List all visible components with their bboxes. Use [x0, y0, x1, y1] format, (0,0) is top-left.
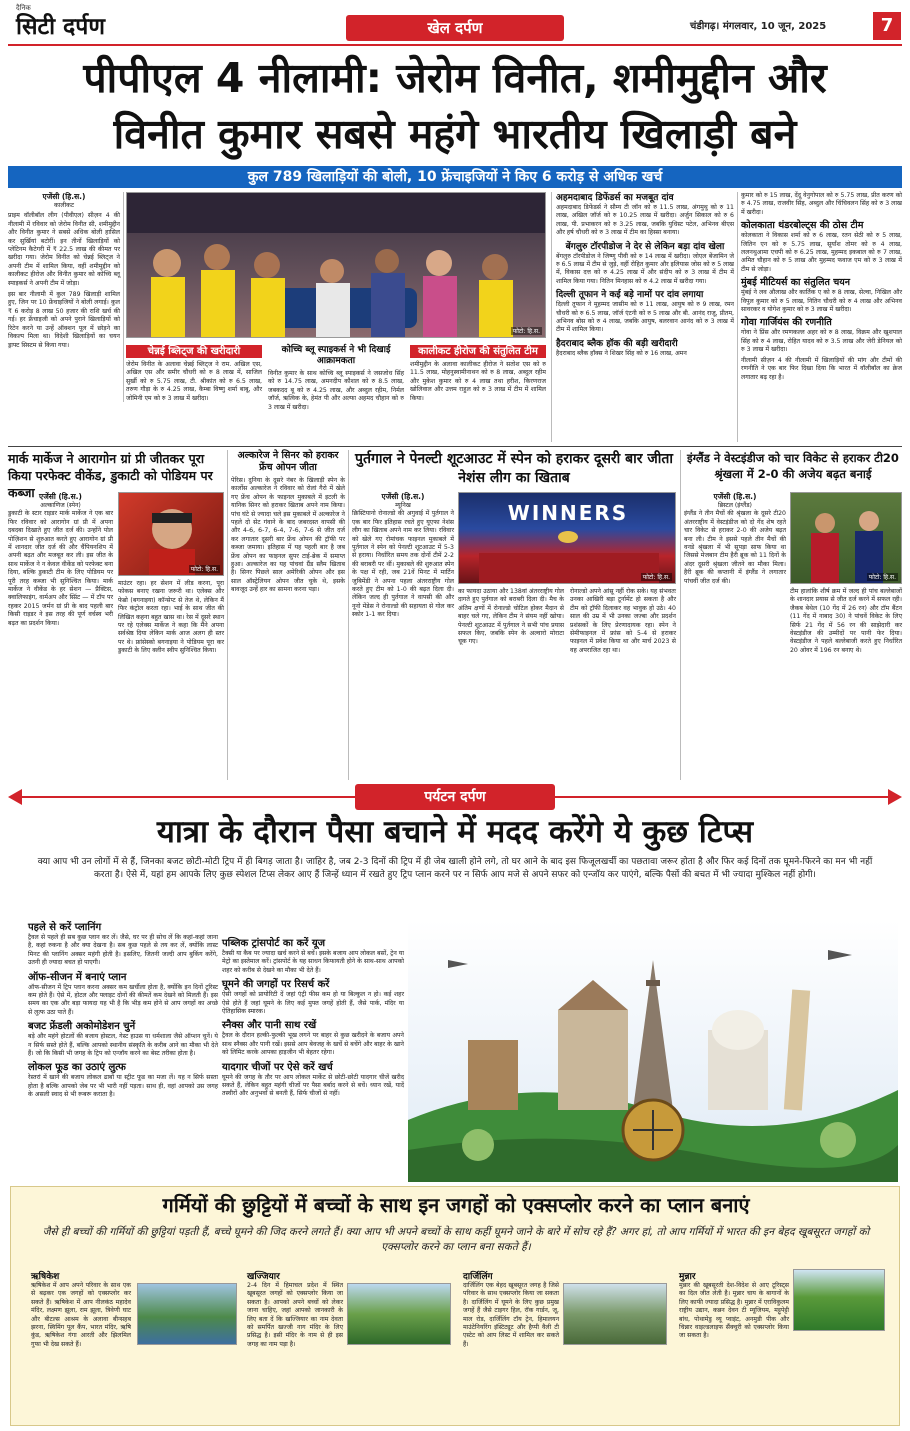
place-body-darjeeling: दार्जिलिंग एक बेहद खूबसूरत जगह है जिसे परिवार के साथ एक्सप्लोर किया जा सकता है। दार्जिलिंग में घूमने के लिए कुछ प्रमुख जगहें हैं जैसे टाइगर हिल, रॉक गार्डन, जू, माल रोड, दार्जिलिंग टॉय ट्रेन, हिमालयन माउंटेनियरिंग इंस्टिट्यूट और हैप्पी वैली टी एस्टेट को आप लिस्ट में शामिल कर सकते हैं। [463, 1282, 559, 1348]
marquez-col2 [118, 580, 224, 656]
lead-photo-credit: फोटो: हि.स. [512, 328, 540, 335]
place-name-munnar: मुन्नार [679, 1272, 696, 1282]
celebration-illustration [459, 493, 676, 584]
alcaraz-headline: अल्कारेज ने सिनर को हराकर फ्रेंच ओपन जीता [237, 450, 339, 473]
tip-title-localfood: लोकल फूड का उठाएं लुत्फ [28, 1062, 126, 1074]
rt-title-delhi: दिल्ली तूफान ने कई बड़े नामों पर दांव लगाया [556, 290, 704, 301]
rt-title-mumbai: मुंबई मीटियर्स का संतुलित चयन [741, 277, 851, 289]
team-title-chennai: चेन्नई ब्लिट्ज की खरीदारी [126, 345, 262, 358]
tip-title-souvenirs: यादगार चीजों पर ऐसे करें खर्च [222, 1061, 333, 1073]
rt-title-bengaluru: बेंगलुरु टॉरपीडोज ने देर से लेकिन बड़ा दांव खेला [565, 241, 725, 252]
travel-collage [408, 920, 898, 1182]
tip-body-research: ऐसी जगहों को प्रायोरिटी दें जहां एंट्री फीस कम हो या बिल्कुल न हो। कई शहर ऐसे होते हैं जहां घूमने के लिए कई मुफ्त जगहें होती हैं, जैसे पार्क, मंदिर या ऐतिहासिक स्मारक। [222, 991, 404, 1016]
place-card-darjeeling [463, 1269, 671, 1419]
section-label: खेल दर्पण [427, 19, 483, 37]
rider-illustration [119, 493, 224, 576]
team-box-chennai [126, 345, 262, 403]
tip-body-transport: टैक्सी या कैब पर ज्यादा खर्च करने से बचें। इसके बजाय आप लोकल बसों, ट्रेन या मेट्रो का इस्तेमाल करें। ट्रांसपोर्ट के यह साधन किफायती होने के साथ-साथ आपको शहर को करीब से देखने का मौका भी देते हैं। [222, 950, 404, 974]
winners-banner: WINNERS [507, 501, 629, 525]
rt-body-goa: गोवा ने प्रिंस और रमणकल्ल अहर को रु 8 लाख, विक्रम और खुशपाल सिंह को रु 4 लाख, रोहित यादव को रु 3.5 लाख और जेरी डेनियल को रु 3 लाख में खरीदा। [741, 329, 902, 354]
place-name-khajjiar: खज्जियार [247, 1272, 280, 1282]
rt-body-mumbai: मुंबई ने लव औलाख और कार्तिक ए को रु 8 लाख, सेल्वा, निखिल और विपुल कुमार को रु 5 लाख, नितिन चौधरी को रु 4 लाख और अभिनव सावरकर व योगेश कुमार को रु 3 लाख में खरीदा। [741, 289, 902, 314]
marquez-headline: मार्क मार्केज ने आरागोन ग्रां प्री जीतकर पूरा किया परफेक्ट वीकेंड, डुकाटी को पोडियम पर कब्जा [8, 451, 213, 500]
portugal-byline: एजेंसी (हि.स.) [381, 492, 425, 501]
rt-body-delhi: दिल्ली तूफान ने मुहम्मद जासीम को रु 11 लाख, आयुष को रु 9 लाख, रमन चौधरी को रु 6.5 लाख, जॉर्ज एंटनी को रु 5 लाख और बी. आनंद राजू, प्रीतम, अभिनव बोस को रु 4 लाख, जबकि आयुष, बलरवान आनंद को रु 3 लाख में टीम में शामिल किया। [556, 301, 734, 334]
england-col1 [684, 492, 786, 586]
lead-right-col2 [741, 192, 902, 382]
rt-title-goa: गोवा गार्जियंस की रणनीति [741, 317, 832, 329]
portugal-body: क्रिस्टियानो रोनाल्डो की अगुवाई में पुर्तगाल ने एक बार फिर इतिहास रचते हुए यूएफा नेशंस लीग का खिताब अपने नाम कर लिया। रविवार को खेले गए रोमांचक फाइनल मुकाबले में पुर्तगाल ने स्पेन को पेनल्टी शूटआउट में 5-3 से हराया। निर्धारित समय तक दोनों टीमें 2-2 की बराबरी पर थीं। मुकाबले की शुरुआत स्पेन के पक्ष में रही, जब 21वें मिनट में मार्टिन जुबिमेंडी ने अपना पहला अंतरराष्ट्रीय गोल करते हुए टीम को 1-0 की बढ़त दिला दी। लेकिन जल्द ही पुर्तगाल ने वापसी की और नूनो मेंडेस ने रोनाल्डो की सहायता से गोल कर स्कोर 1-1 कर दिया। [352, 510, 454, 619]
portugal-col2 [458, 588, 564, 647]
england-photo-credit: फोटो: हि.स. [868, 574, 896, 581]
portugal-photo-credit: फोटो: हि.स. [642, 574, 670, 581]
story-england [684, 450, 902, 482]
tip-title-planning: पहले से करें प्लानिंग [28, 922, 102, 933]
travel-intro: क्या आप भी उन लोगों में से हैं, जिनका बजट छोटी-मोटी ट्रिप में ही बिगड़ जाता है। जाहिर है, जब 2-3 दिनों की ट्रिप में ही जेब खाली होने लगे, तो घर आने के बाद इस फिजूलखर्ची का पछतावा जरूर होता है और फिर कई दिनों तक घूमने-फिरने का मन भी नहीं करता है। ऐसे में, यहां हम आपके लिए कुछ स्पेशल टिप्स लेकर आए हैं जिन्हें ध्यान में रखते हुए ट्रिप प्लान करने पर न सिर्फ आप मजे से अपने सफर को एन्जॉय कर पाएंगे, बल्कि पैसों की बचत में भी ज्यादा मुश्किल नहीं होगी। [37, 857, 873, 880]
team-box-kochi [268, 345, 404, 412]
rt-bottom-note: नीलामी सीज़न 4 की नीलामी में खिलाड़ियों की मांग और टीमों की रणनीति ने एक बार फिर दिखा दिया कि भारत में वॉलीबॉल का क्रेज लगातार बढ़ रहा है। [741, 356, 902, 381]
team-title-kochi: कोच्चि ब्लू स्पाइकर्स ने भी दिखाई आक्रामकता [281, 345, 391, 366]
summer-intro: जैसे ही बच्चों की गर्मियों की छुट्टियां पड़ती हैं, बच्चे घूमने की जिद करने लगते हैं। क्या आप भी अपने बच्चों के साथ कहीं घूमने जाने के बारे में सोच रहे हैं? अगर हां, तो आप गर्मियों में भारत की इन बेहद खूबसूरत जगहों को एक्सप्लोर करने का प्लान बना सकते हैं। [42, 1226, 870, 1253]
alcaraz-body: पेरिस। दुनिया के दूसरे नंबर के खिलाड़ी स्पेन के कार्लोस अल्कारेज ने रविवार को रोलां गैरो में खेले गए फ्रेंच ओपन के फाइनल मुकाबले में इटली के यानिक सिनर को हराकर खिताब अपने नाम किया। पांच घंटे से ज्यादा चले इस मुकाबले में अल्कारेज ने पहले दो सेट गंवाने के बाद जबरदस्त वापसी की और 4-6, 6-7, 6-4, 7-6, 7-6 से जीत दर्ज कर लगातार दूसरी बार फ्रेंच ओपन की ट्रॉफी पर कब्जा जमाया। इतिहास में यह पहली बार है जब फ्रेंच ओपन का फाइनल सुपर टाई-ब्रेक में समाप्त हुआ। अल्कारेज का यह पांचवां ग्रैंड स्लैम खिताब है। सिनर पिछले साल अमेरिकी ओपन और इस साल ऑस्ट्रेलियन ओपन जीत चुके थे, इसके बावजूद उन्हें हार का सामना करना पड़ा। [231, 477, 345, 594]
portugal-photo [458, 492, 676, 584]
lead-right-col1 [556, 192, 734, 358]
tip-title-snacks: स्नैक्स और पानी साथ रखें [222, 1020, 317, 1032]
lead-body-b: इस बार नीलामी में कुल 789 खिलाड़ी शामिल हुए, जिन पर 10 फ्रेंचाइजियों ने बोली लगाई। कुल ₹ 6 करोड़ 8 लाख 50 हजार की राशि खर्च की गई। हर फ्रेंचाइजी को अपने पुराने खिलाड़ियों को रिटेन करने या उन्हें ऑक्शन पूल में छोड़ने का विकल्प मिला था। विदेशी खिलाड़ियों का चयन ड्राफ्ट सिस्टम से किया गया। [8, 291, 120, 349]
story-alcaraz [231, 450, 345, 595]
rt-title-kolkata: कोलकाता थंडरबोल्ट्स की ठोस टीम [741, 220, 864, 232]
place-body-khajjiar: 2-4 दिन में हिमाचल प्रदेश में स्थित खूबसूरत जगहों को एक्सप्लोर किया जा सकता है। आपको अपने बच्चों को लेकर जाना चाहिए, जहां आपको जानकारी के लिए बता दें कि खज्जियार का नाम देवता को समर्पित खज्जी नाग मंदिर के लिए प्रसिद्ध है। इसी मंदिर के नाम से ही इस जगह का नाम पड़ा है। [247, 1282, 343, 1348]
khajjiar-photo [347, 1283, 451, 1345]
portugal-col3 [570, 588, 676, 655]
travel-headline: यात्रा के दौरान पैसा बचाने में मदद करेंगे ये कुछ टिप्स [156, 814, 754, 850]
travel-section-banner [8, 784, 902, 810]
rt-title-ahmedabad: अहमदाबाद डिफेंडर्स का मजबूत दांव [556, 193, 674, 203]
world-landmarks-illustration [408, 920, 898, 1182]
place-name-rishikesh: ऋषिकेश [31, 1272, 60, 1282]
rt-body-bengaluru: बेंगलुरु टॉरपीडोज ने जिष्णु पीवी को रु 14 लाख में खरीदा। जोएल बेंजामिन जे रु 6.5 लाख में टीम से जुड़े, वहीं रोहित कुमार और इलियास जोस को रु 5 लाख में, विकास दत्त को रु 4.25 लाख में और संदीप को रु 3 लाख में टीम में शामिल किया गया। नितिन मिनहास को रु 4.2 लाख में खरीदा गया। [556, 252, 734, 285]
team-title-calicut: कालीकट हीरोज की संतुलित टीम [410, 345, 546, 358]
england-headline: इंग्लैंड ने वेस्टइंडीज को चार विकेट से हराकर टी20 श्रृंखला में 2-0 की अजेय बढ़त बनाई [687, 451, 899, 481]
paper-logo [8, 4, 158, 38]
portugal-place: म्यूनिख [395, 502, 411, 509]
darjeeling-photo [563, 1283, 667, 1345]
portugal-headline: पुर्तगाल ने पेनल्टी शूटआउट में स्पेन को हराकर दूसरी बार जीता नेशंस लीग का खिताब [355, 451, 673, 486]
rt-body-hyderabad: हैदराबाद ब्लैक हॉक्स ने शिखर सिंह को रु 16 लाख, अमन [556, 349, 687, 357]
story-portugal [352, 450, 676, 488]
team-box-calicut [410, 345, 546, 403]
place-card-khajjiar [247, 1269, 455, 1419]
place-body-rishikesh: ऋषिकेश में आप अपने परिवार के साथ एक से बढ़कर एक जगहों को एक्सप्लोर कर सकते हैं। ऋषिकेश में आप नीलकंठ महादेव मंदिर, लक्ष्मण झूला, राम झूला, त्रिवेणी घाट और बीटल्स आश्रम के अलावा बीन्सहब झरना, स्विमिंग पूल कैंप, भारत मंदिर, ऋषि कुंड, ऋषिकेश गंगा आरती और झिलमिल गुफा भी देख सकते हैं। [31, 1282, 131, 1348]
lead-deck [8, 166, 902, 188]
section-tab-sports [346, 15, 564, 41]
place-body-munnar: मुन्नार की खूबसूरती देश-विदेश से आए टूरिस्ट्स का दिल जीत लेती है। मुन्नार चाय के बागानों के लिए काफी ज्यादा प्रसिद्ध है। मुन्नार में एराविकुलम राष्ट्रीय उद्यान, कन्नन देवन टी म्यूजियम, मट्टुपेट्टी बांध, पोथामेडु व्यू प्वाइंट, अनमुडी पीक और चिन्नार वाइल्डलाइफ सैंक्चुरी को एक्सप्लोर किया जा सकता है। [679, 1282, 789, 1340]
lead-body-a: प्राइम वॉलीबॉल लीग (पीवीएल) सीज़न 4 की नीलामी में रविवार को जेरोम विनीत सी, शमीमुद्दीन और विनीत कुमार ने सबसे अधिक बोली हासिल कर सुर्खियां बटोरीं। इन तीनों खिलाड़ियों को प्लेटिनम कैटेगरी में ₹ 22.5 लाख की कीमत पर खरीदा गया। जेरोम विनीत को चेन्नई ब्लिट्ज ने अपनी टीम में शामिल किया, वहीं शमीमुद्दीन को कालीकट हीरोज और विनीत कुमार को कोच्चि ब्लू स्पाइकर्स ने अपनी टीम में जोड़ा। [8, 212, 120, 287]
tip-title-transport: पब्लिक ट्रांसपोर्ट का करें यूज [222, 938, 326, 949]
travel-right-tips [222, 922, 404, 1099]
lead-headline [8, 50, 902, 162]
rt-top-snippet: कुमार को रु 15 लाख, देंदू वेनुगोपाल को रु 5.75 लाख, प्रीत करण को रु 4.75 लाख, राजवीर सिंह, अब्दुल और चिंचिवलन सिंह को रु 3 लाख में खरीदा। [741, 192, 902, 216]
rt-title-hyderabad: हैदराबाद ब्लैक हॉक की बड़ी खरीदारी [556, 338, 678, 349]
lead-headline-line2: विनीत कुमार सबसे महंगे भारतीय खिलाड़ी बने [113, 110, 797, 158]
page-number: 7 [873, 12, 901, 40]
tip-body-planning: ट्रैवल से पहले ही सब कुछ प्लान कर लें। जैसे, घर पर ही सोच लें कि कहां-कहां जाना है, कहां रुकना है और क्या देखना है। सब कुछ पहले से तय कर लें, क्योंकि लास्ट मिनट की प्लानिंग अक्सर महंगी होती है। इसलिए, जितनी जल्दी आप बुकिंग करेंगे, उतनी ही ज्यादा बचत हो पाएगी। [28, 934, 218, 967]
england-byline: एजेंसी (हि.स.) [713, 492, 757, 501]
lead-deck-text: कुल 789 खिलाड़ियों की बोली, 10 फ्रेंचाइजियों ने किए 6 करोड़ से अधिक खर्च [247, 169, 663, 185]
auction-group-illustration [127, 193, 546, 338]
england-col2 [790, 588, 902, 655]
marquez-body2: माउंटर रहा। हर सेशन में लीड करना, पूरा फोकस बनाए रखना जरूरी था। एलेक्स और फेब्रो (बगनाइया) कॉन्सेप्ट से तेज थे, लेकिन मैं फिर कंट्रोल करता रहा। भाई के साथ जीत की लिखित कहना बहुत खास था। रेस में दूसरे स्थान पर रहे एलेक्स मार्केज ने कहा कि मैंने अपना सर्वश्रेष्ठ दिया लेकिन मार्क आज अलग ही स्तर पर थे। फ्रांसेस्को बगनाइया ने पोडियम पूरा कर डुकाटी के लिए क्लीन स्वीप सुनिश्चित किया। [118, 580, 224, 655]
marquez-col1 [8, 492, 113, 628]
marquez-photo-credit: फोटो: हि.स. [190, 566, 218, 573]
paper-name: सिटी दर्पण [16, 14, 105, 40]
cricketers-illustration [791, 493, 902, 584]
munnar-photo [793, 1269, 885, 1331]
summer-box [10, 1186, 900, 1426]
england-place: ब्रिस्टल (इंग्लैंड) [718, 502, 752, 509]
tip-body-offseason: ऑफ-सीजन में ट्रिप प्लान करना अक्सर कम खर्चीला होता है, क्योंकि इन दिनों टूरिस्ट कम होते हैं। ऐसे में, होटल और फ्लाइट दोनों की कीमतें कम देखने को मिलती हैं। इस समय का एक और बड़ा फायदा यह भी है कि भीड़ कम होने से आप जगहों का अच्छे से लुत्फ उठा पाते हैं। [28, 983, 218, 1016]
marquez-place: अल्काणिज (स्पेन) [40, 502, 81, 509]
place-card-munnar [679, 1269, 887, 1419]
tip-body-accommodation: बड़े और महंगे होटलों की बजाय होस्टल, गेस्ट हाउस या धर्मशाला जैसे ऑप्शन चुनें। ये न सिर्फ सस्ते होते हैं, बल्कि आपको स्थानीय संस्कृति के करीब आने का मौका भी देते हैं। जो कि किसी भी जगह के ट्रिप को एन्जॉय करने का बेस्ट तरीका होता है। [28, 1033, 218, 1058]
travel-section-label: पर्यटन दर्पण [424, 789, 486, 805]
tip-body-souvenirs: घूमने की जगह के तौर पर आप लोकल मार्केट से छोटी-छोटी यादगार चीजें खरीद सकते हैं, लेकिन बहुत महंगी चीजों पर पैसा बर्बाद करने से बचें। ध्यान रखें, यादें तस्वीरों और अनुभवों से बनती हैं, सिर्फ चीजों से नहीं। [222, 1073, 404, 1098]
rt-body-kolkata: कोलकाता ने विकास शर्मा को रु 6 लाख, रतन सेठी को रु 5 लाख, जितिन एन को रु 5.75 लाख, सूर्यांश तोमर को रु 4 लाख, ललनथुआमा एचपी को रु 6.25 लाख, मुहम्मद इकबाल को रु 7 लाख, अमित चौहान को रु 5 लाख और मुहम्मद फवाज एम को रु 3 लाख में टीम से जोड़ा। [741, 232, 902, 273]
lead-left-column [8, 192, 120, 350]
tip-body-snacks: ट्रैवल के दौरान हल्की-फुल्की भूख लगने पर बाहर से कुछ खरीदने के बजाय अपने साथ स्नैक्स और पानी रखें। इससे आप बेवजह के खर्चे से बचेंगे और बाहर के खाने को लिमिट करके आपका हाइजीन भी बेहतर रहेगा। [222, 1032, 404, 1057]
rt-body-ahmedabad: अहमदाबाद डिफेंडर्स ने सौम्य टी जॉन को रु 11.5 लाख, अंगमुथु को रु 11 लाख, अखिल जॉर्ज को रु 10.25 लाख में खरीदा। अर्जुन सिकाल को रु 6 लाख, पी. प्रभाकरन को रु 3.25 लाख, जबकि युधिस्ट पटेल, अभिनव बीएस और हर्ष चौधरी को रु 3 लाख में टीम का हिस्सा बनाया। [556, 204, 734, 237]
tip-title-offseason: ऑफ-सीजन में बनाएं प्लान [28, 971, 127, 983]
england-body2: टीम हालांकि शीर्ष क्रम में जल्द ही पांच बल्लेबाजों के शानदार प्रयास से जीत दर्ज करने में सफल रही। जैकब बेथेल (10 गेंद में 26 रन) और टॉम बैंटन (11 गेंद में नाबाद 30) ने पांचवें विकेट के लिए सिर्फ 21 गेंद में 56 रन की साझेदारी कर वेस्टइंडीज की उम्मीदों पर पानी फेर दिया। वेस्टइंडीज ने पहले बल्लेबाजी करते हुए निर्धारित 20 ओवर में 196 रन बनाए थे। [790, 588, 902, 654]
dateline: चंडीगढ़। मंगलवार, 10 जून, 2025 [690, 21, 827, 32]
place-name-darjeeling: दार्जिलिंग [463, 1272, 493, 1282]
place-card-rishikesh [31, 1269, 239, 1419]
travel-left-tips [28, 922, 218, 1100]
england-body: इंग्लैंड ने तीन मैचों की श्रृंखला के दूसरे टी20 अंतरराष्ट्रीय में वेस्टइंडीज को दो गेंद शेष रहते चार विकेट से हराकर 2-0 की अजेय बढ़त बना ली। टीम ने इससे पहले तीन मैचों की वनडे श्रृंखला में भी सूपड़ा साफ किया था जिससे मेजबान टीम हैरी ब्रूक को 11 दिनों के अंदर दूसरी श्रृंखला जीतने का मौका मिला। हैरी ब्रूक की कप्तानी में इंग्लैंड ने लगातार पांचवीं जीत दर्ज की। [684, 510, 786, 585]
summer-headline: गर्मियों की छुट्टियों में बच्चों के साथ इन जगहों को एक्सप्लोर करने का प्लान बनाएं [162, 1193, 750, 1217]
lead-headline-line1: पीपीएल 4 नीलामी: जेरोम विनीत, शमीमुद्दीन और [83, 54, 827, 102]
team-body-calicut: शमीमुद्दीन के अलावा कालीकट हीरोज ने सतोश एस को रु 11.5 लाख, मोहनुस्वामीनाथन को रु 8 लाख, अब्दुल रहीम और मुकेश कुमार को रु 4 लाख तथा हरीश, किरणराज खोलिवाल और उत्तम राहुल को रु 3 लाख में टीम में शामिल किया। [410, 361, 546, 402]
masthead-rule [8, 44, 902, 46]
marquez-body: डुकाटी के स्टार राइडर मार्क मार्केज ने एक बार फिर रविवार को आरागोन ग्रां प्री में अपना दबदबा दिखाते हुए जीत दर्ज की। उन्होंने पोल पोज़िशन से शुरुआत करते हुए आरागोन ग्रां प्री में शानदार जीत दर्ज की और चैंपियनशिप में अपनी बढ़त और मजबूत कर ली। इस जीत के साथ मार्केज ने न केवल वीकेंड को परफेक्ट बना दिया, बल्कि डुकाटी टीम के लिए पोडियम पर पूरी तरह कब्जा भी सुनिश्चित किया। मार्क मार्केज ने वीकेंड के हर सेशन — प्रैक्टिस, क्वालिफाइंग, वार्मअप और स्प्रिंट — में टॉप पर रहकर 2015 जर्मन ग्रां प्री के बाद पहली बार किसी राइडर ने इस तरह की पूर्ण वर्चस्व भरी बढ़त का प्रदर्शन किया। [8, 510, 113, 627]
rishikesh-photo [137, 1283, 237, 1345]
portugal-body2: का फायदा उठाया और 138वां अंतरराष्ट्रीय गोल दागते हुए पुर्तगाल को बराबरी दिला दी। मैच के अंतिम क्षणों में रोनाल्डो चोटिल होकर मैदान से बाहर चले गए, लेकिन टीम ने संयम नहीं खोया। पेनल्टी शूटआउट में पुर्तगाल ने सभी पांच प्रयास सफल किए, जबकि स्पेन के अल्वारो मोराटा चूक गए। [458, 588, 564, 646]
portugal-body3: रोनाल्डो अपने आंसू नहीं रोक सके। यह संभवतः उनका आखिरी बड़ा टूर्नामेंट हो सकता है और टीम को ट्रॉफी दिलाकर वह भावुक हो उठे। 40 साल की उम्र में भी उनका जज्बा और प्रदर्शन प्रशंसकों के लिए प्रेरणादायक रहा। स्पेन ने सेमीफाइनल में फ्रांस को 5-4 से हराकर फाइनल में प्रवेश किया था और मार्च 2023 से वह अपराजित रहा था। [570, 588, 676, 654]
paper-brand-small: दैनिक [16, 4, 31, 12]
tip-title-accommodation: बजट फ्रेंडली अकोमोडेशन चुनें [28, 1021, 136, 1033]
tip-title-research: घूमने की जगहों पर रिसर्च करें [222, 979, 330, 991]
lead-place: कालीकट [53, 202, 75, 209]
portugal-col1 [352, 492, 454, 620]
england-photo [790, 492, 902, 584]
team-body-chennai: जेरोम विनीत के अलावा चेन्नई ब्लिट्ज ने राम. अखिल एस, अखिल एस और समीर चौधरी को रु 8 लाख में, साजिल सुर्खी को रु 5.75 लाख, टी. श्रीकांत को रु 6.5 लाख, तरुण गौड़ा के रु 4.25 लाख, कैम्बा विष्णु शर्मा बाबू, और जोमिनी एम को रु 3 लाख में खरीदा। [126, 361, 262, 402]
marquez-byline: एजेंसी (हि.स.) [39, 492, 82, 501]
lead-byline: एजेंसी (हि.स.) [42, 192, 86, 201]
team-body-kochi: विनीत कुमार के साथ कोच्चि ब्लू स्पाइकर्स ने जसजोध सिंह को रु 14.75 लाख, अमनदीप कौशल को रु 8.5 लाख, जबकदद बू को रु 4.25 लाख, और अब्दुल रहीम, निर्मल जॉर्ज, ऋत्विक के, हेमंत पी और अल्फा अहमद चौहान को रु 3 लाख में खरीदा। [268, 370, 404, 411]
tip-body-localfood: रेस्तरां में खाने की बजाय लोकल ढाबों या स्ट्रीट फूड का मजा लें। यह न सिर्फ सस्ता होता है बल्कि आपको जेब पर भी भारी नहीं पड़ता। साथ ही, वहां आपको उस जगह के असली स्वाद से भी रूबरू कराता है। [28, 1074, 218, 1099]
lead-photo [126, 192, 546, 338]
marquez-photo [118, 492, 224, 576]
